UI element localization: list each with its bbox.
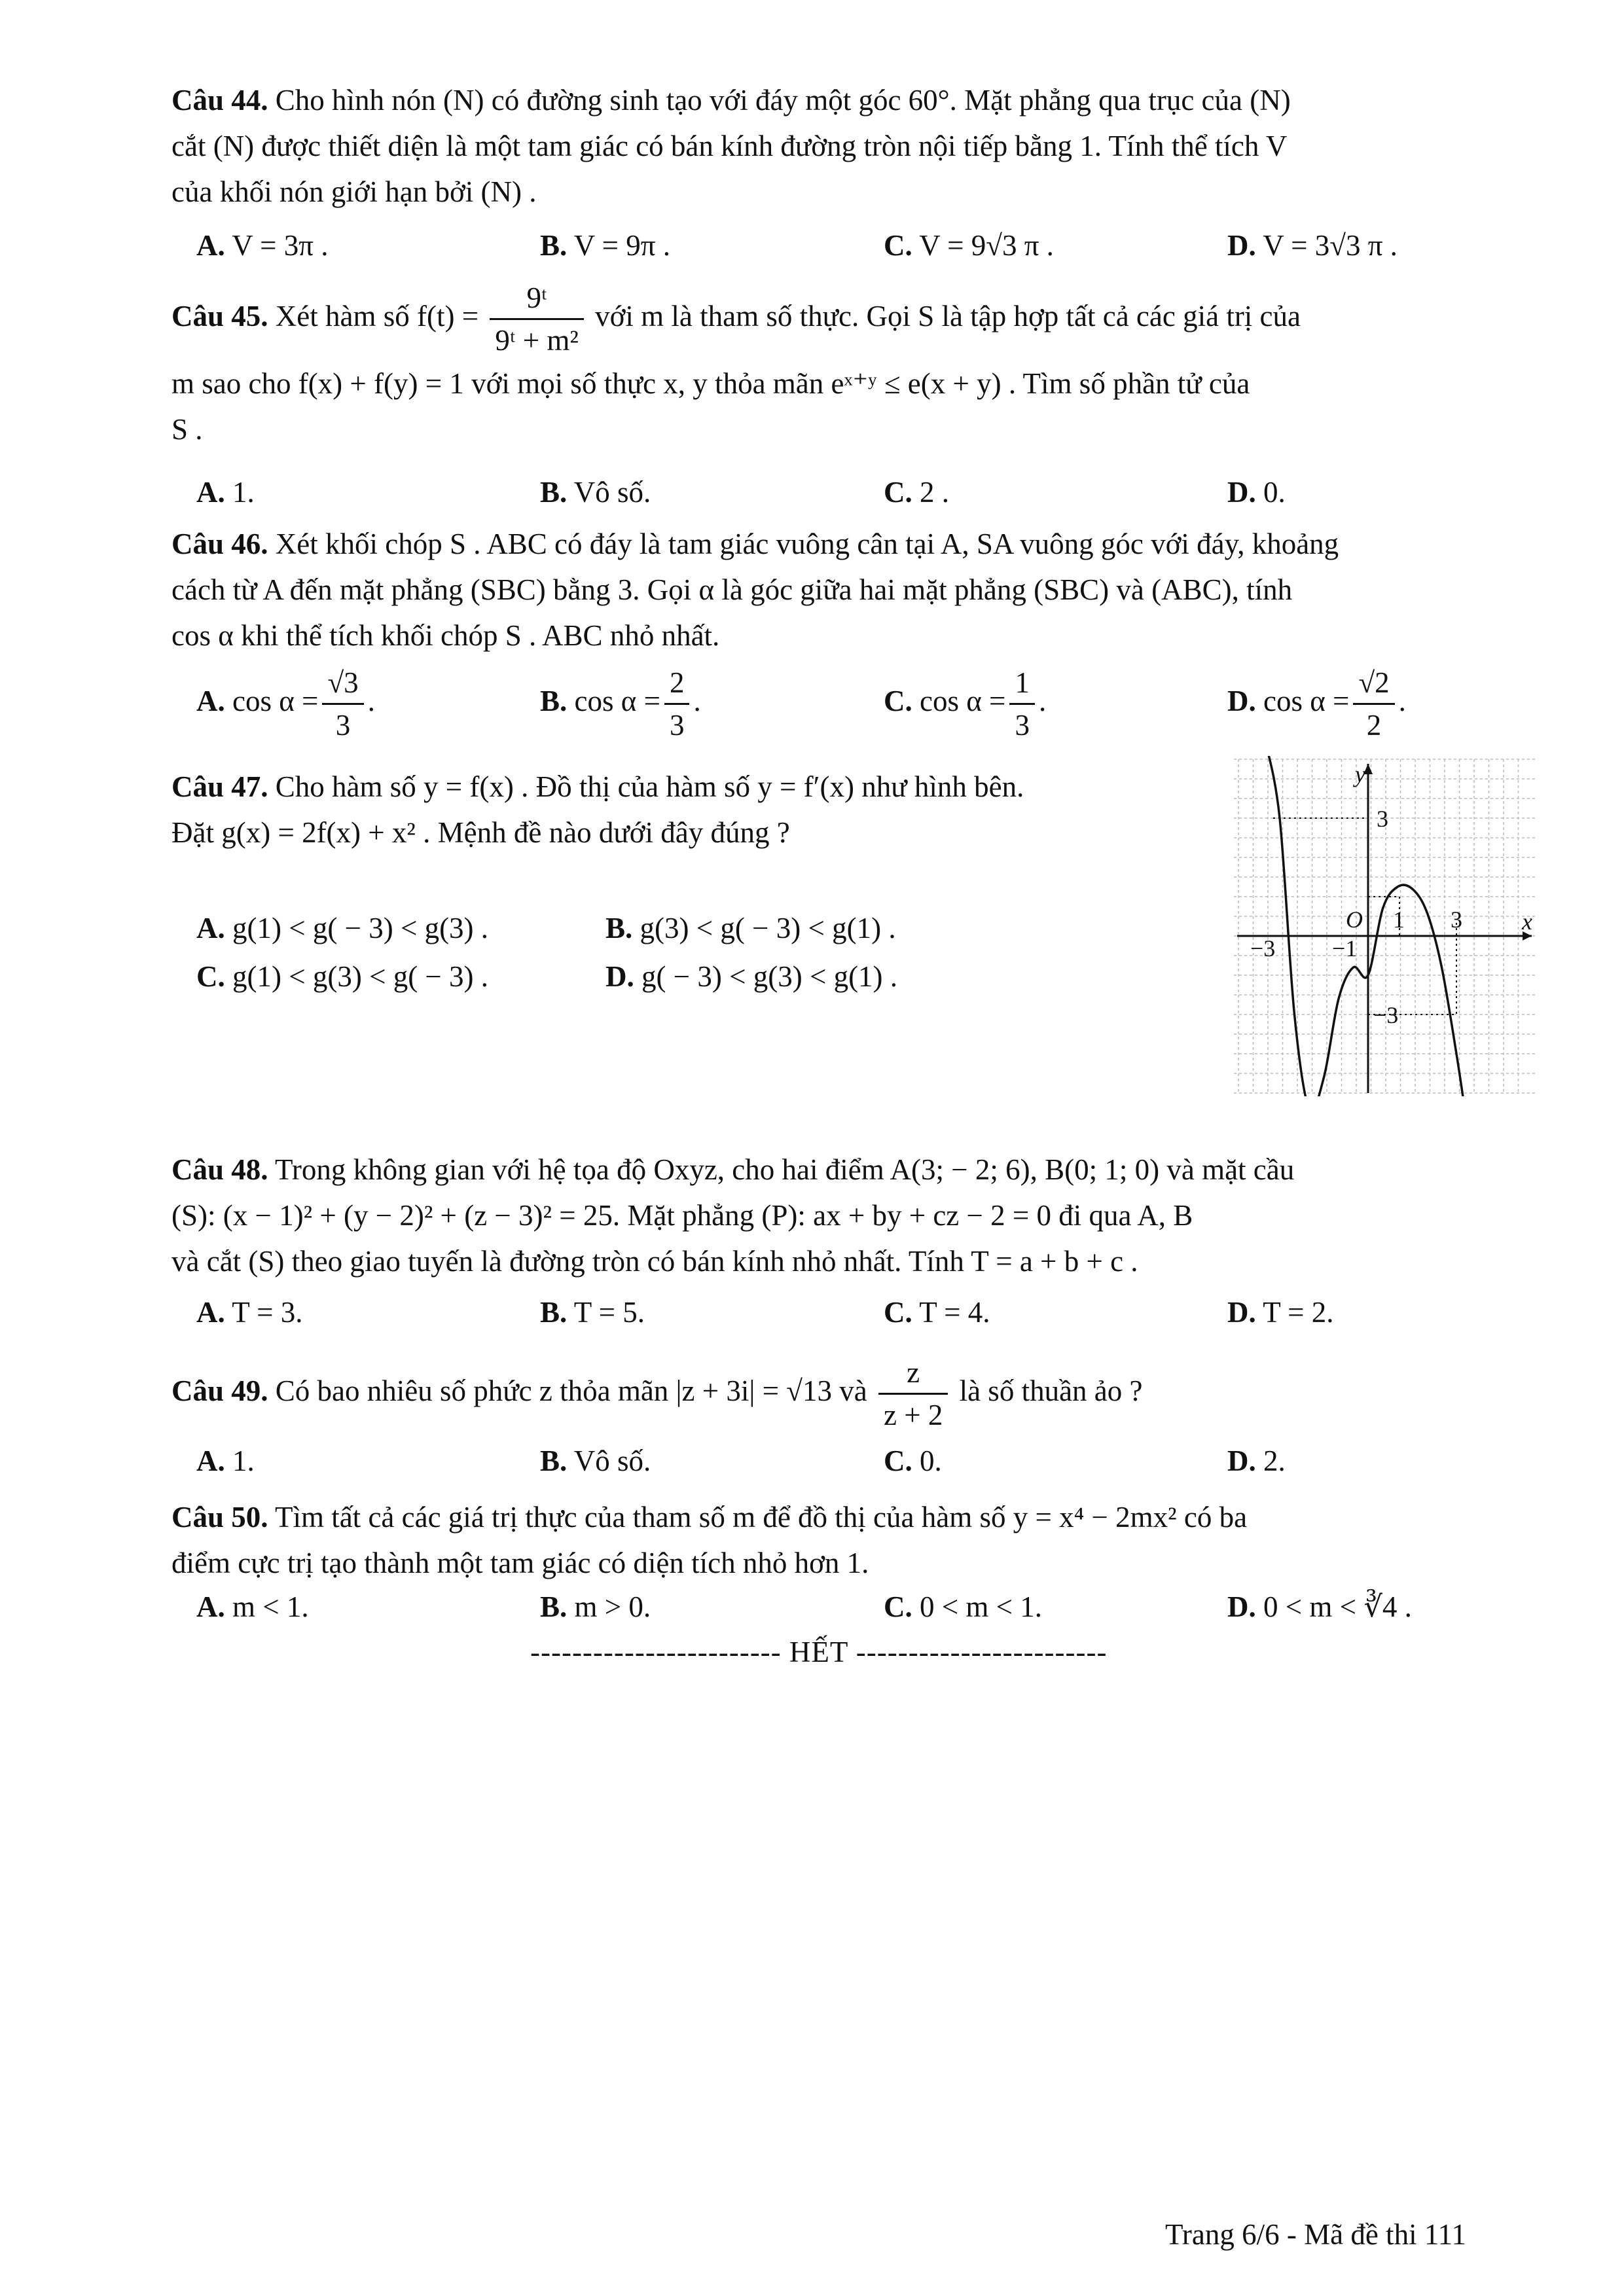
answers-47-row1 [196, 908, 1231, 954]
answer-c: C. 0 < m < 1. [884, 1590, 1043, 1623]
tick-label: −3 [1250, 935, 1276, 961]
answer-c: C. cos α = $\frac{1}{3}$ . [884, 658, 1046, 745]
answer-a: A. 1. [196, 476, 255, 509]
answers-48 [196, 1293, 1538, 1338]
question-46 [171, 521, 1533, 658]
question-45 [171, 274, 1533, 452]
question-text: (S): (x − 1)² + (y − 2)² + (z − 3)² = 25. Mặt phẳng (P): ax + by + cz − 2 = 0 đi qua A, B [171, 1199, 1193, 1232]
answer-c: C. g(1) < g(3) < g( − 3) . [196, 960, 489, 993]
fraction: $\frac{\text{9ᵗ}}{\text{9ᵗ + m²}}$ [490, 278, 584, 361]
question-number: Câu 46. [171, 528, 268, 560]
y-axis-label: y [1355, 761, 1365, 787]
answers-45 [196, 473, 1538, 518]
derivative-graph [1231, 756, 1538, 1096]
answer-c: C. 0. [884, 1444, 942, 1477]
answers-46 [196, 658, 1538, 744]
question-49 [171, 1348, 1533, 1435]
question-text: Trong không gian với hệ tọa độ Oxyz, cho hai điểm A(3; − 2; 6), B(0; 1; 0) và mặt cầu [274, 1153, 1295, 1186]
question-text: Xét khối chóp S . ABC có đáy là tam giác vuông cân tại A, SA vuông góc với đáy, khoảng [275, 528, 1339, 560]
answer-a: A. T = 3. [196, 1296, 303, 1329]
end-marker: ------------------------ HẾT ------------------------ [530, 1636, 1108, 1668]
question-number: Câu 49. [171, 1374, 268, 1407]
answer-b: B. T = 5. [540, 1296, 645, 1329]
answer-d: D. g( − 3) < g(3) < g(1) . [605, 960, 898, 993]
question-text: Cho hình nón (N) có đường sinh tạo với đáy một góc 60°. Mặt phẳng qua trục của (N) [275, 84, 1291, 117]
answer-c: C. 2 . [884, 476, 949, 509]
question-44 [171, 77, 1533, 215]
answers-44 [196, 226, 1538, 272]
x-axis-label: x [1522, 908, 1532, 935]
tick-label: 3 [1377, 806, 1388, 832]
question-text: m sao cho f(x) + f(y) = 1 với mọi số thực x, y thỏa mãn eˣ⁺ʸ ≤ e(x + y) . Tìm số phần tử của [171, 367, 1250, 401]
answer-c: C. T = 4. [884, 1296, 990, 1329]
answer-b: B. Vô số. [540, 1444, 651, 1477]
answer-d: D. cos α = $\frac{√2}{2}$ . [1227, 658, 1406, 745]
answer-a: A. g(1) < g( − 3) < g(3) . [196, 912, 489, 944]
question-number: Câu 45. [171, 300, 268, 332]
question-47 [171, 764, 1232, 855]
derivative-curve [1265, 756, 1466, 1096]
question-text: S . [171, 413, 203, 446]
fraction: $\frac{z}{z + 2}$ [878, 1352, 948, 1435]
question-text: Đặt g(x) = 2f(x) + x² . Mệnh đề nào dưới đây đúng ? [171, 816, 790, 849]
question-number: Câu 48. [171, 1153, 268, 1186]
page-footer: Trang 6/6 - Mã đề thi 111 [1165, 2218, 1466, 2251]
answer-d: D. 2. [1227, 1444, 1286, 1477]
question-48 [171, 1147, 1533, 1284]
question-text: là số thuần ảo ? [959, 1374, 1143, 1407]
tick-label: −1 [1332, 935, 1358, 961]
answer-b: B. m > 0. [540, 1590, 651, 1623]
answer-d: D. T = 2. [1227, 1296, 1334, 1329]
origin-label: O [1346, 906, 1363, 933]
question-text: Tìm tất cả các giá trị thực của tham số m để đồ thị của hàm số y = x⁴ − 2mx² có ba [274, 1501, 1248, 1534]
question-text: cắt (N) được thiết diện là một tam giác có bán kính đường tròn nội tiếp bằng 1. Tính thể tích V [171, 130, 1288, 162]
answer-c: C. V = 9√3 π . [884, 229, 1054, 262]
question-text: của khối nón giới hạn bởi (N) . [171, 175, 537, 208]
answer-d: D. 0. [1227, 476, 1286, 509]
answer-a: A. cos α = $\frac{√3}{3}$ . [196, 658, 375, 745]
answer-a: A. m < 1. [196, 1590, 309, 1623]
question-text: Có bao nhiêu số phức z thỏa mãn |z + 3i| = √13 và [275, 1374, 867, 1407]
answer-d: D. V = 3√3 π . [1227, 229, 1398, 262]
question-text: cách từ A đến mặt phẳng (SBC) bằng 3. Gọi α là góc giữa hai mặt phẳng (SBC) và (ABC), tính [171, 573, 1293, 606]
question-number: Câu 47. [171, 770, 268, 803]
answer-a: A. 1. [196, 1444, 255, 1477]
answer-d: D. 0 < m < ∛4 . [1227, 1590, 1412, 1623]
question-text: với m là tham số thực. Gọi S là tập hợp tất cả các giá trị của [595, 300, 1301, 332]
answer-b: B. cos α = $\frac{2}{3}$ . [540, 658, 701, 745]
question-text: Cho hàm số y = f(x) . Đồ thị của hàm số y = f′(x) như hình bên. [275, 770, 1024, 803]
question-text: điểm cực trị tạo thành một tam giác có diện tích nhỏ hơn 1. [171, 1547, 869, 1579]
question-number: Câu 50. [171, 1501, 268, 1534]
answers-47-row2 [196, 957, 1231, 1003]
answers-49 [196, 1441, 1538, 1487]
tick-label: −3 [1373, 1002, 1399, 1028]
answers-50 [196, 1587, 1538, 1633]
question-text: và cắt (S) theo giao tuyến là đường tròn có bán kính nhỏ nhất. Tính T = a + b + c . [171, 1245, 1138, 1278]
tick-label: 1 [1393, 906, 1405, 933]
tick-label: 3 [1451, 906, 1462, 933]
answer-b: B. g(3) < g( − 3) < g(1) . [605, 912, 896, 944]
question-text: Xét hàm số f(t) = [275, 300, 479, 332]
answer-b: B. Vô số. [540, 476, 651, 509]
answer-b: B. V = 9π . [540, 229, 670, 262]
question-text: cos α khi thể tích khối chóp S . ABC nhỏ nhất. [171, 619, 720, 652]
answer-a: A. V = 3π . [196, 229, 329, 262]
question-number: Câu 44. [171, 84, 268, 117]
question-50 [171, 1494, 1533, 1586]
